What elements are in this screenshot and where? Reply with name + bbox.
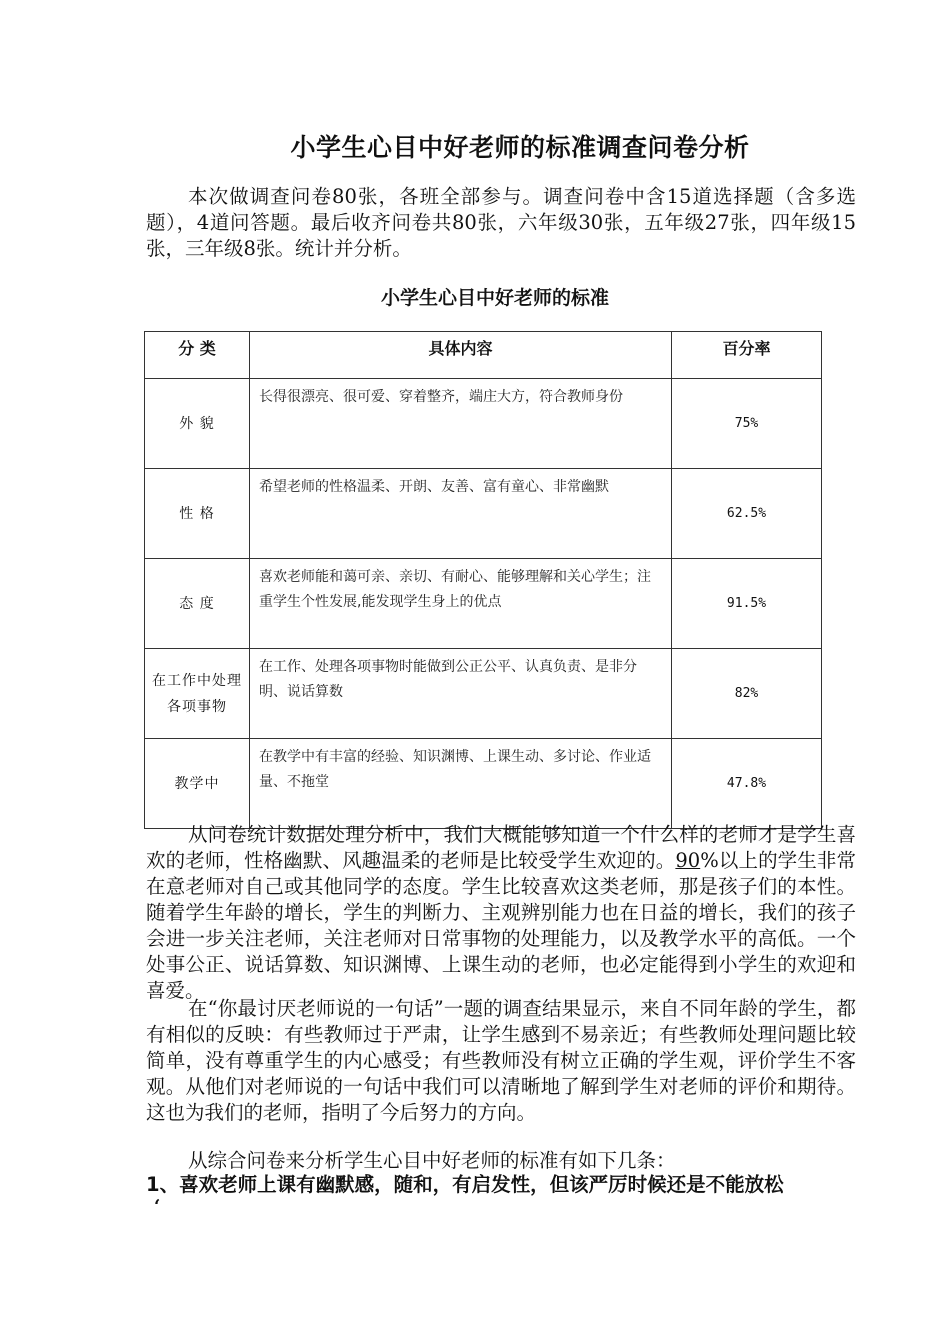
table-title: 小学生心目中好老师的标准 <box>380 287 609 309</box>
table-row <box>145 379 822 469</box>
row-rate: 82% <box>672 649 822 739</box>
row-category: 外 貌 <box>145 379 250 469</box>
analysis-text-1: 从问卷统计数据处理分析中，我们大概能够知道一个什么样的老师才是学生喜欢的老师，性格幽默、风趣温柔的老师是比较受学生欢迎的。 <box>146 823 856 872</box>
point-1-heading: 1、喜欢老师上课有幽默感，随和，有启发性，但该严厉时候还是不能放松 <box>146 1173 784 1196</box>
row-content: 长得很漂亮、很可爱、穿着整齐，端庄大方，符合教师身份 <box>250 379 672 469</box>
standards-table <box>144 331 822 829</box>
intro-paragraph: 本次做调查问卷80张，各班全部参与。调查问卷中含15道选择题（含多选题），4道问答题。最后收齐问卷共80张，六年级30张，五年级27张，四年级15张，三年级8张。统计并分析。 <box>146 185 856 260</box>
document-title: 小学生心目中好老师的标准调查问卷分析 <box>290 133 750 162</box>
row-category: 教学中 <box>145 739 250 829</box>
second-paragraph: 在“你最讨厌老师说的一句话”一题的调查结果显示，来自不同年龄的学生，都有相似的反映：有些教师过于严肃，让学生感到不易亲近；有些教师处理问题比较简单，没有尊重学生的内心感受；有些教师没有树立正确的学生观，评价学生不客观。从他们对老师说的一句话中我们可以清晰地了解到学生对老师的评价和期待。这也为我们的老师，指明了今后努力的方向。 <box>146 997 856 1124</box>
table-header-row <box>145 332 822 379</box>
row-category: 性 格 <box>145 469 250 559</box>
row-rate: 91.5% <box>672 559 822 649</box>
third-paragraph: 从综合问卷来分析学生心目中好老师的标准有如下几条： <box>188 1149 676 1172</box>
table-row <box>145 469 822 559</box>
row-content: 希望老师的性格温柔、开朗、友善、富有童心、非常幽默 <box>250 469 672 559</box>
row-content: 在教学中有丰富的经验、知识渊博、上课生动、多讨论、作业适量、不拖堂 <box>250 739 672 829</box>
row-rate: 47.8% <box>672 739 822 829</box>
header-content: 具体内容 <box>250 332 672 379</box>
row-content: 喜欢老师能和蔼可亲、亲切、有耐心、能够理解和关心学生；注重学生个性发展,能发现学生身上的优点 <box>250 559 672 649</box>
header-category: 分 类 <box>145 332 250 379</box>
row-rate: 62.5% <box>672 469 822 559</box>
point-1-tail-mark: ‘ <box>154 1196 161 1217</box>
row-category: 在工作中处理各项事物 <box>145 649 250 739</box>
table-row <box>145 649 822 739</box>
header-rate: 百分率 <box>672 332 822 379</box>
table-row <box>145 559 822 649</box>
row-content: 在工作、处理各项事物时能做到公正公平、认真负责、是非分明、说话算数 <box>250 649 672 739</box>
analysis-paragraph <box>146 822 856 1004</box>
analysis-text-2: %以上的学生非常在意老师对自己或其他同学的态度。学生比较喜欢这类老师，那是孩子们的本性。随着学生年龄的增长，学生的判断力、主观辨别能力也在日益的增长，我们的孩子会进一步关注老师，关注老师对日常事物的处理能力，以及教学水平的高低。一个处事公正、说话算数、知识渊博、上课生动的老师，也必定能得到小学生的欢迎和喜爱。 <box>146 849 856 1002</box>
analysis-underlined-number: 90 <box>675 849 701 872</box>
row-rate: 75% <box>672 379 822 469</box>
row-category: 态 度 <box>145 559 250 649</box>
table-row <box>145 739 822 829</box>
